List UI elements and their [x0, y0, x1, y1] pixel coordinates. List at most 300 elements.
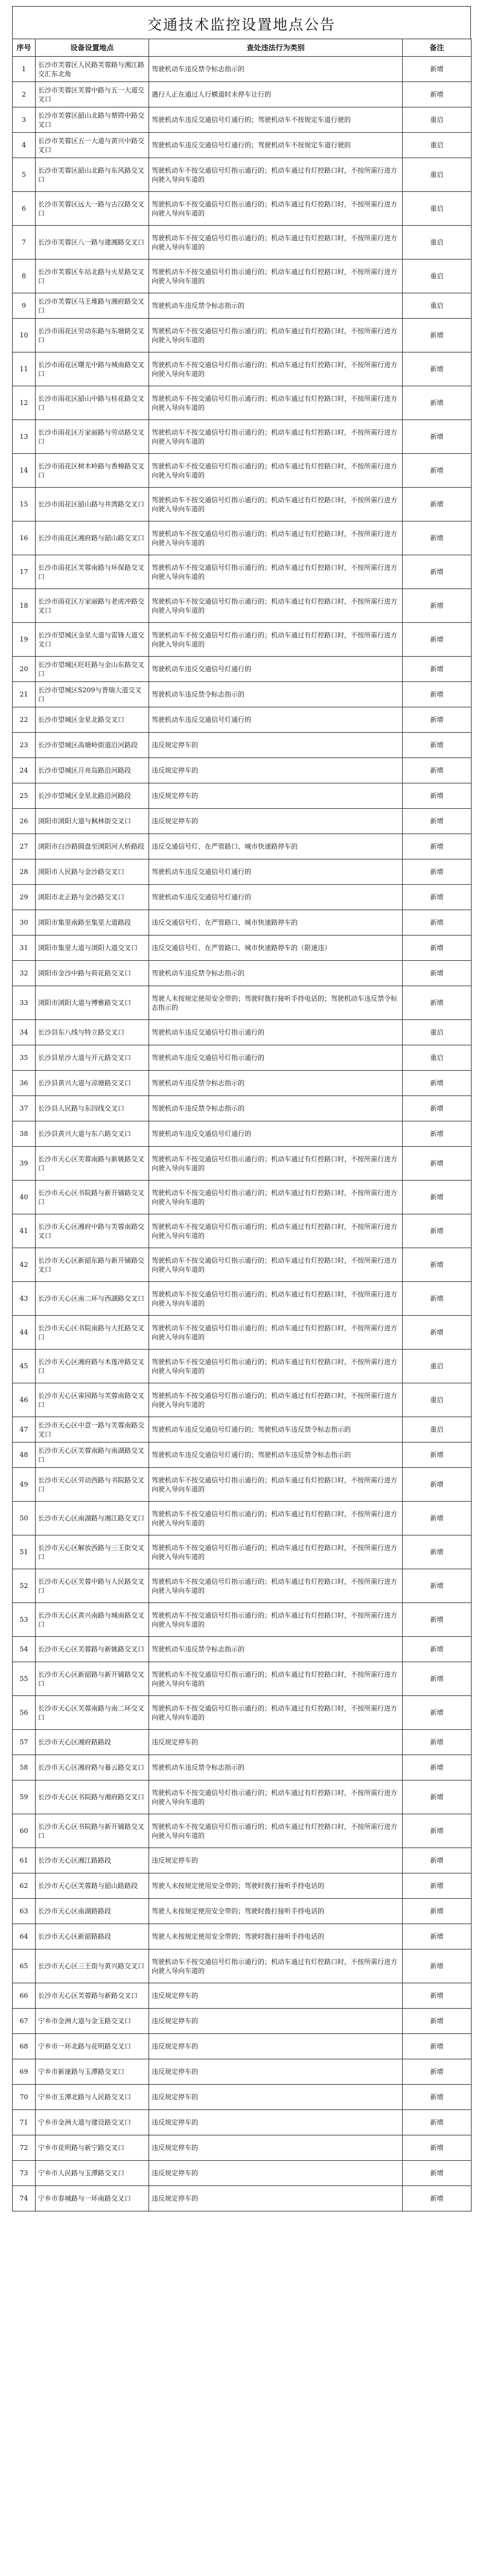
row-violation-type: 驾驶机动车不按交通信号灯指示通行的；机动车通过有灯控路口时，不按所需行进方向驶入导向车道的	[149, 1147, 403, 1181]
row-location: 长沙市天心区三王街与黄兴路交叉口	[36, 1950, 149, 1983]
table-row	[13, 1502, 472, 1535]
row-number: 16	[13, 521, 36, 555]
row-number: 46	[13, 1383, 36, 1417]
row-number: 39	[13, 1147, 36, 1181]
table-row	[13, 488, 472, 521]
row-violation-type: 违反规定停车的	[149, 783, 403, 809]
row-violation-type: 驾驶机动车违反禁令标志指示的	[149, 293, 403, 319]
row-note: 新增	[403, 2161, 472, 2186]
row-location: 浏阳市浏阳大道与博雅路交叉口	[36, 986, 149, 1020]
table-row	[13, 260, 472, 293]
row-number: 74	[13, 2186, 36, 2211]
table-row	[13, 2059, 472, 2085]
table-row	[13, 1848, 472, 1873]
row-number: 22	[13, 707, 36, 733]
monitor-table	[12, 39, 472, 2211]
row-violation-type: 驾驶机动车违反交通信号灯通行的；驾驶机动车不按规定车道行驶的	[149, 133, 403, 158]
row-number: 37	[13, 1096, 36, 1121]
row-number: 66	[13, 1983, 36, 2009]
row-violation-type: 违反规定停车的	[149, 1983, 403, 2009]
row-location: 长沙市天心区湘府路路段	[36, 1730, 149, 1755]
row-violation-type: 违反规定停车的	[149, 2034, 403, 2059]
row-note: 新增	[403, 1147, 472, 1181]
table-row	[13, 834, 472, 859]
row-location: 长沙市芙蓉区车站北路与火星路交叉口	[36, 260, 149, 293]
row-number: 57	[13, 1730, 36, 1755]
row-violation-type: 驾驶机动车不按交通信号灯指示通行的；机动车通过有灯控路口时，不按所需行进方向驶入导向车道的	[149, 319, 403, 352]
row-number: 15	[13, 488, 36, 521]
table-row	[13, 589, 472, 623]
row-violation-type: 驾驶机动车违反交通信号灯通行的	[149, 885, 403, 910]
table-row	[13, 1814, 472, 1848]
row-note: 新增	[403, 2059, 472, 2085]
row-number: 58	[13, 1755, 36, 1781]
row-number: 48	[13, 1443, 36, 1468]
table-row	[13, 352, 472, 386]
row-location: 长沙市天心区解放西路与三王街交叉口	[36, 1535, 149, 1569]
row-location: 长沙市望城区金星北路沿河路段	[36, 783, 149, 809]
row-violation-type: 违反规定停车的	[149, 758, 403, 783]
row-number: 4	[13, 133, 36, 158]
row-location: 长沙市雨花区树木岭路与香樟路交叉口	[36, 454, 149, 488]
row-location: 长沙市芙蓉区八一路与建湘路交叉口	[36, 226, 149, 260]
row-note: 新增	[403, 555, 472, 589]
table-row	[13, 2135, 472, 2161]
row-number: 36	[13, 1071, 36, 1096]
row-note: 新增	[403, 1502, 472, 1535]
row-number: 1	[13, 57, 36, 82]
table-row	[13, 2034, 472, 2059]
row-number: 68	[13, 2034, 36, 2059]
row-note: 新增	[403, 1603, 472, 1637]
row-note: 新增	[403, 2009, 472, 2034]
row-location: 长沙市天心区黄兴南路与城南路交叉口	[36, 1603, 149, 1637]
row-number: 2	[13, 82, 36, 107]
row-location: 宁乡市人民路与玉潭路交叉口	[36, 2161, 149, 2186]
row-location: 浏阳市金沙中路与荷花路交叉口	[36, 961, 149, 986]
table-row	[13, 961, 472, 986]
row-note: 新增	[403, 420, 472, 454]
table-row	[13, 936, 472, 961]
row-location: 长沙市望城区月亮岛路沿河路段	[36, 758, 149, 783]
row-location: 长沙市芙蓉区远大一路与古汉路交叉口	[36, 192, 149, 226]
row-violation-type: 违反规定停车的	[149, 2161, 403, 2186]
row-note: 新增	[403, 758, 472, 783]
row-location: 长沙县星沙大道与开元路交叉口	[36, 1045, 149, 1071]
row-note: 新增	[403, 657, 472, 682]
row-location: 长沙市芙蓉区马王堆路与湘府路交叉口	[36, 293, 149, 319]
header-violation-type: 查处违法行为类别	[149, 39, 403, 57]
row-number: 14	[13, 454, 36, 488]
row-location: 长沙市天心区南湖路路段	[36, 1899, 149, 1924]
row-location: 长沙市天心区书院南路与大托路交叉口	[36, 1316, 149, 1350]
row-number: 21	[13, 682, 36, 707]
row-location: 长沙市望城区旺旺路与金山东路交叉口	[36, 657, 149, 682]
row-note: 新增	[403, 1071, 472, 1096]
row-violation-type: 违反规定停车的	[149, 2186, 403, 2211]
row-number: 47	[13, 1417, 36, 1443]
table-row	[13, 733, 472, 758]
row-violation-type: 违反规定停车的	[149, 2059, 403, 2085]
header-note: 备注	[403, 39, 472, 57]
row-violation-type: 驾驶机动车不按交通信号灯指示通行的；机动车通过有灯控路口时，不按所需行进方向驶入导向车道的	[149, 386, 403, 420]
page-title: 交通技术监控设置地点公告	[12, 6, 471, 39]
row-note: 新增	[403, 352, 472, 386]
table-row	[13, 2009, 472, 2034]
table-row	[13, 2110, 472, 2135]
row-note: 新增	[403, 1983, 472, 2009]
row-number: 64	[13, 1924, 36, 1950]
row-violation-type: 驾驶机动车违反交通信号灯通行的；驾驶机动车违反禁令标志指示的	[149, 1443, 403, 1468]
row-number: 72	[13, 2135, 36, 2161]
row-note: 新增	[403, 1248, 472, 1282]
table-row	[13, 1696, 472, 1730]
row-location: 长沙市天心区芙蓉路与新姚路交叉口	[36, 1637, 149, 1662]
row-number: 45	[13, 1350, 36, 1383]
row-violation-type: 驾驶机动车违反交通信号灯通行的	[149, 657, 403, 682]
row-location: 长沙市天心区芙蓉路与新路交叉口	[36, 1983, 149, 2009]
row-note: 新增	[403, 386, 472, 420]
table-row	[13, 623, 472, 657]
row-note: 新增	[403, 859, 472, 885]
row-note: 重启	[403, 158, 472, 192]
row-number: 35	[13, 1045, 36, 1071]
row-location: 长沙县人民路与东四线交叉口	[36, 1096, 149, 1121]
row-note: 新增	[403, 1950, 472, 1983]
row-location: 长沙市天心区南二环与西湖路交叉口	[36, 1282, 149, 1316]
row-number: 50	[13, 1502, 36, 1535]
row-location: 宁乡市玉潭北路与人民路交叉口	[36, 2085, 149, 2110]
row-number: 73	[13, 2161, 36, 2186]
row-violation-type: 驾驶机动车不按交通信号灯指示通行的；机动车通过有灯控路口时，不按所需行进方向驶入导向车道的	[149, 589, 403, 623]
row-violation-type: 驾驶机动车不按交通信号灯指示通行的；机动车通过有灯控路口时，不按所需行进方向驶入导向车道的	[149, 1569, 403, 1603]
row-number: 59	[13, 1781, 36, 1814]
row-violation-type: 驾驶机动车违反交通信号灯指示通行的	[149, 1020, 403, 1045]
row-note: 新增	[403, 1096, 472, 1121]
row-violation-type: 驾驶机动车不按交通信号灯指示通行的；机动车通过有灯控路口时，不按所需行进方向驶入导向车道的	[149, 1662, 403, 1696]
table-row	[13, 454, 472, 488]
row-number: 30	[13, 910, 36, 936]
table-row	[13, 386, 472, 420]
row-note: 重启	[403, 192, 472, 226]
row-location: 浏阳市浏阳大道与枫林街交叉口	[36, 809, 149, 834]
row-location: 长沙市天心区芙蓉南路与新姚路交叉口	[36, 1147, 149, 1181]
row-violation-type: 驾驶机动车违反禁令标志指示的	[149, 57, 403, 82]
row-violation-type: 驾驶机动车不按交通信号灯指示通行的；机动车通过有灯控路口时，不按所需行进方向驶入导向车道的	[149, 1603, 403, 1637]
row-number: 38	[13, 1121, 36, 1147]
row-location: 宁乡市一环北路与花明路交叉口	[36, 2034, 149, 2059]
row-note: 重启	[403, 293, 472, 319]
row-violation-type: 驾驶机动车不按交通信号灯指示通行的；机动车通过有灯控路口时，不按所需行进方向驶入导向车道的	[149, 420, 403, 454]
row-number: 25	[13, 783, 36, 809]
row-violation-type: 驾驶机动车违反禁令标志指示的	[149, 682, 403, 707]
row-note: 新增	[403, 682, 472, 707]
row-location: 长沙县黄兴大道与东六路交叉口	[36, 1121, 149, 1147]
row-violation-type: 违反规定停车的	[149, 1730, 403, 1755]
row-note: 重启	[403, 1045, 472, 1071]
row-violation-type: 驾驶机动车违反禁令标志指示的	[149, 1755, 403, 1781]
row-violation-type: 违反规定停车的	[149, 2110, 403, 2135]
table-row	[13, 1468, 472, 1502]
table-row	[13, 758, 472, 783]
row-note: 新增	[403, 2034, 472, 2059]
row-number: 43	[13, 1282, 36, 1316]
row-violation-type: 违反规定停车的	[149, 2135, 403, 2161]
row-note: 新增	[403, 1781, 472, 1814]
row-location: 宁乡市金洲大道与金玉路交叉口	[36, 2009, 149, 2034]
table-row	[13, 1181, 472, 1214]
table-row	[13, 133, 472, 158]
table-row	[13, 657, 472, 682]
row-note: 新增	[403, 454, 472, 488]
row-location: 长沙市天心区雀园路与芙蓉南路交叉口	[36, 1383, 149, 1417]
row-note: 新增	[403, 783, 472, 809]
row-violation-type: 驾驶机动车不按交通信号灯指示通行的；机动车通过有灯控路口时，不按所需行进方向驶入导向车道的	[149, 623, 403, 657]
row-note: 新增	[403, 82, 472, 107]
row-violation-type: 驾驶机动车违反禁令标志指示的	[149, 961, 403, 986]
row-number: 3	[13, 107, 36, 133]
row-note: 新增	[403, 885, 472, 910]
table-row	[13, 293, 472, 319]
row-number: 65	[13, 1950, 36, 1983]
row-note: 新增	[403, 589, 472, 623]
row-location: 长沙市天心区南湖路与湘江路交叉口	[36, 1502, 149, 1535]
row-location: 长沙市雨花区劳动东路与东塘路交叉口	[36, 319, 149, 352]
table-row	[13, 783, 472, 809]
row-number: 28	[13, 859, 36, 885]
row-violation-type: 驾驶机动车违反交通信号灯通行的	[149, 859, 403, 885]
row-note: 新增	[403, 1181, 472, 1214]
row-location: 宁乡市花明路与新宁路交叉口	[36, 2135, 149, 2161]
row-violation-type: 驾驶机动车违反交通信号灯通行的；驾驶机动车违反禁令标志指示的	[149, 1417, 403, 1443]
row-location: 长沙市雨花区韶山中路与桂花路交叉口	[36, 386, 149, 420]
table-row	[13, 1096, 472, 1121]
row-note: 重启	[403, 133, 472, 158]
row-number: 42	[13, 1248, 36, 1282]
row-note: 新增	[403, 1282, 472, 1316]
row-note: 新增	[403, 2186, 472, 2211]
row-violation-type: 驾驶机动车不按交通信号灯指示通行的；机动车通过有灯控路口时，不按所需行进方向驶入导向车道的	[149, 1316, 403, 1350]
row-note: 新增	[403, 1121, 472, 1147]
table-row	[13, 885, 472, 910]
row-note: 新增	[403, 1443, 472, 1468]
row-violation-type: 违反交通信号灯、在严管路口、城市快速路停车的	[149, 910, 403, 936]
table-row	[13, 555, 472, 589]
table-row	[13, 1443, 472, 1468]
row-note: 新增	[403, 1662, 472, 1696]
announcement-page	[12, 6, 471, 2211]
row-location: 长沙市芙蓉区韶山北路与东风路交叉口	[36, 158, 149, 192]
row-violation-type: 驾驶机动车违反交通信号灯通行的	[149, 1121, 403, 1147]
row-location: 长沙市芙蓉区五一大道与黄兴中路交叉口	[36, 133, 149, 158]
row-number: 61	[13, 1848, 36, 1873]
row-note: 重启	[403, 226, 472, 260]
table-row	[13, 1248, 472, 1282]
table-row	[13, 1147, 472, 1181]
table-row	[13, 1637, 472, 1662]
row-note: 新增	[403, 1468, 472, 1502]
row-violation-type: 驾驶机动车违反交通信号灯通行的；驾驶机动车不按规定车道行驶的	[149, 107, 403, 133]
row-note: 新增	[403, 834, 472, 859]
table-row	[13, 158, 472, 192]
row-violation-type: 违反规定停车的	[149, 1848, 403, 1873]
row-location: 浏阳市集里大道与浏阳大道交叉口	[36, 936, 149, 961]
row-note: 新增	[403, 1569, 472, 1603]
row-number: 44	[13, 1316, 36, 1350]
row-violation-type: 驾驶机动车不按交通信号灯指示通行的；机动车通过有灯控路口时，不按所需行进方向驶入导向车道的	[149, 1468, 403, 1502]
table-row	[13, 1350, 472, 1383]
table-row	[13, 1899, 472, 1924]
table-row	[13, 521, 472, 555]
table-header	[13, 39, 472, 57]
row-location: 长沙市雨花区韶山路与井湾路交叉口	[36, 488, 149, 521]
row-location: 长沙市雨花区万家丽路与老虎冲路交叉口	[36, 589, 149, 623]
row-note: 新增	[403, 1696, 472, 1730]
row-note: 新增	[403, 623, 472, 657]
row-number: 12	[13, 386, 36, 420]
row-location: 长沙市天心区湘江路路段	[36, 1848, 149, 1873]
row-note: 新增	[403, 1924, 472, 1950]
row-location: 长沙市天心区新韶东路与新开铺路交叉口	[36, 1248, 149, 1282]
row-location: 长沙市望城区S209与普瑞大道交叉口	[36, 682, 149, 707]
row-note: 重启	[403, 1383, 472, 1417]
row-note: 新增	[403, 1755, 472, 1781]
table-row	[13, 1603, 472, 1637]
table-row	[13, 910, 472, 936]
row-number: 62	[13, 1873, 36, 1899]
row-note: 新增	[403, 521, 472, 555]
row-number: 9	[13, 293, 36, 319]
row-location: 浏阳市北正路与金沙路交叉口	[36, 885, 149, 910]
row-violation-type: 驾驶机动车违反禁令标志指示的	[149, 1096, 403, 1121]
row-violation-type: 驾驶机动车违反禁令标志指示的	[149, 1071, 403, 1096]
row-note: 新增	[403, 1873, 472, 1899]
row-violation-type: 驾驶人未按规定使用安全带的；驾驶时拨打接听手持电话的	[149, 1899, 403, 1924]
row-location: 长沙市天心区芙蓉南路与南二环交叉口	[36, 1696, 149, 1730]
row-number: 19	[13, 623, 36, 657]
header-no: 序号	[13, 39, 36, 57]
table-row	[13, 707, 472, 733]
row-violation-type: 驾驶机动车不按交通信号灯指示通行的；机动车通过有灯控路口时，不按所需行进方向驶入导向车道的	[149, 1696, 403, 1730]
row-violation-type: 驾驶机动车不按交通信号灯指示通行的；机动车通过有灯控路口时，不按所需行进方向驶入导向车道的	[149, 1781, 403, 1814]
row-location: 长沙市天心区湘府路与暮云路交叉口	[36, 1755, 149, 1781]
row-violation-type: 驾驶机动车不按交通信号灯指示通行的；机动车通过有灯控路口时，不按所需行进方向驶入导向车道的	[149, 1502, 403, 1535]
row-violation-type: 驾驶人未按规定使用安全带的；驾驶时拨打接听手持电话的	[149, 1924, 403, 1950]
row-note: 新增	[403, 488, 472, 521]
table-row	[13, 1535, 472, 1569]
table-row	[13, 1020, 472, 1045]
row-note: 新增	[403, 809, 472, 834]
row-number: 70	[13, 2085, 36, 2110]
table-row	[13, 1045, 472, 1071]
row-number: 26	[13, 809, 36, 834]
row-violation-type: 驾驶人未按规定使用安全带的；驾驶时拨打接听手持电话的	[149, 1873, 403, 1899]
table-row	[13, 682, 472, 707]
row-note: 新增	[403, 1316, 472, 1350]
row-violation-type: 违反规定停车的	[149, 809, 403, 834]
row-number: 52	[13, 1569, 36, 1603]
row-number: 27	[13, 834, 36, 859]
row-location: 长沙市天心区书院路与新开铺路交叉口	[36, 1181, 149, 1214]
row-note: 新增	[403, 1214, 472, 1248]
table-row	[13, 1383, 472, 1417]
row-violation-type: 驾驶机动车不按交通信号灯指示通行的；机动车通过有灯控路口时，不按所需行进方向驶入导向车道的	[149, 1214, 403, 1248]
row-number: 60	[13, 1814, 36, 1848]
row-location: 宁乡市春城路与一环南路交叉口	[36, 2186, 149, 2211]
row-note: 新增	[403, 910, 472, 936]
row-violation-type: 驾驶机动车不按交通信号灯指示通行的；机动车通过有灯控路口时，不按所需行进方向驶入导向车道的	[149, 488, 403, 521]
row-location: 长沙市雨花区湘府路与韶山路交叉口	[36, 521, 149, 555]
row-violation-type: 违反规定停车的	[149, 2009, 403, 2034]
row-violation-type: 违反规定停车的	[149, 733, 403, 758]
row-violation-type: 驾驶人未按规定使用安全带的；驾驶时拨打接听手持电话的；驾驶机动车违反禁令标志指示的	[149, 986, 403, 1020]
row-note: 新增	[403, 1730, 472, 1755]
row-location: 长沙市雨花区曙光中路与城南路交叉口	[36, 352, 149, 386]
row-note: 重启	[403, 1417, 472, 1443]
table-row	[13, 57, 472, 82]
table-row	[13, 986, 472, 1020]
table-row	[13, 1569, 472, 1603]
row-location: 长沙市天心区芙蓉南路与南湖路交叉口	[36, 1443, 149, 1468]
row-location: 长沙市天心区湘府路与木莲冲路交叉口	[36, 1350, 149, 1383]
row-violation-type: 驾驶机动车不按交通信号灯指示通行的；机动车通过有灯控路口时，不按所需行进方向驶入导向车道的	[149, 1535, 403, 1569]
table-row	[13, 1071, 472, 1096]
row-number: 20	[13, 657, 36, 682]
row-location: 长沙市天心区芙蓉路与韶山路路段	[36, 1873, 149, 1899]
row-location: 浏阳市集里南路至集里大道路段	[36, 910, 149, 936]
row-violation-type: 驾驶机动车不按交通信号灯指示通行的；机动车通过有灯控路口时，不按所需行进方向驶入导向车道的	[149, 260, 403, 293]
row-violation-type: 驾驶机动车不按交通信号灯指示通行的；机动车通过有灯控路口时，不按所需行进方向驶入导向车道的	[149, 1181, 403, 1214]
row-violation-type: 驾驶机动车不按交通信号灯指示通行的；机动车通过有灯控路口时，不按所需行进方向驶入导向车道的	[149, 521, 403, 555]
row-number: 11	[13, 352, 36, 386]
row-number: 49	[13, 1468, 36, 1502]
row-violation-type: 违反规定停车的	[149, 2085, 403, 2110]
table-row	[13, 1214, 472, 1248]
row-number: 41	[13, 1214, 36, 1248]
row-violation-type: 驾驶机动车不按交通信号灯指示通行的；机动车通过有灯控路口时，不按所需行进方向驶入导向车道的	[149, 1248, 403, 1282]
table-row	[13, 1950, 472, 1983]
row-number: 69	[13, 2059, 36, 2085]
header-row	[13, 39, 472, 57]
table-row	[13, 1121, 472, 1147]
table-row	[13, 1781, 472, 1814]
row-note: 新增	[403, 2135, 472, 2161]
row-number: 5	[13, 158, 36, 192]
row-number: 53	[13, 1603, 36, 1637]
row-violation-type: 遇行人正在通过人行横道时未停车让行的	[149, 82, 403, 107]
row-violation-type: 驾驶机动车不按交通信号灯指示通行的；机动车通过有灯控路口时，不按所需行进方向驶入导向车道的	[149, 555, 403, 589]
row-violation-type: 驾驶机动车不按交通信号灯指示通行的；机动车通过有灯控路口时，不按所需行进方向驶入导向车道的	[149, 454, 403, 488]
row-number: 6	[13, 192, 36, 226]
table-row	[13, 1983, 472, 2009]
row-violation-type: 驾驶机动车不按交通信号灯指示通行的；机动车通过有灯控路口时，不按所需行进方向驶入导向车道的	[149, 1282, 403, 1316]
row-location: 长沙市天心区中意一路与芙蓉南路交叉口	[36, 1417, 149, 1443]
row-location: 长沙市雨花区芙蓉南路与环保路交叉口	[36, 555, 149, 589]
table-row	[13, 1282, 472, 1316]
row-location: 长沙市天心区新韶路与新开铺路交叉口	[36, 1662, 149, 1696]
table-row	[13, 809, 472, 834]
table-row	[13, 859, 472, 885]
row-number: 56	[13, 1696, 36, 1730]
row-location: 长沙市天心区劳动西路与书院路交叉口	[36, 1468, 149, 1502]
table-row	[13, 192, 472, 226]
row-note: 重启	[403, 1350, 472, 1383]
row-number: 8	[13, 260, 36, 293]
row-location: 长沙市天心区湘府中路与芙蓉南路交叉口	[36, 1214, 149, 1248]
row-number: 32	[13, 961, 36, 986]
row-location: 长沙市芙蓉区芙蓉中路与五一大道交叉口	[36, 82, 149, 107]
row-location: 宁乡市新康路与玉潭路交叉口	[36, 2059, 149, 2085]
